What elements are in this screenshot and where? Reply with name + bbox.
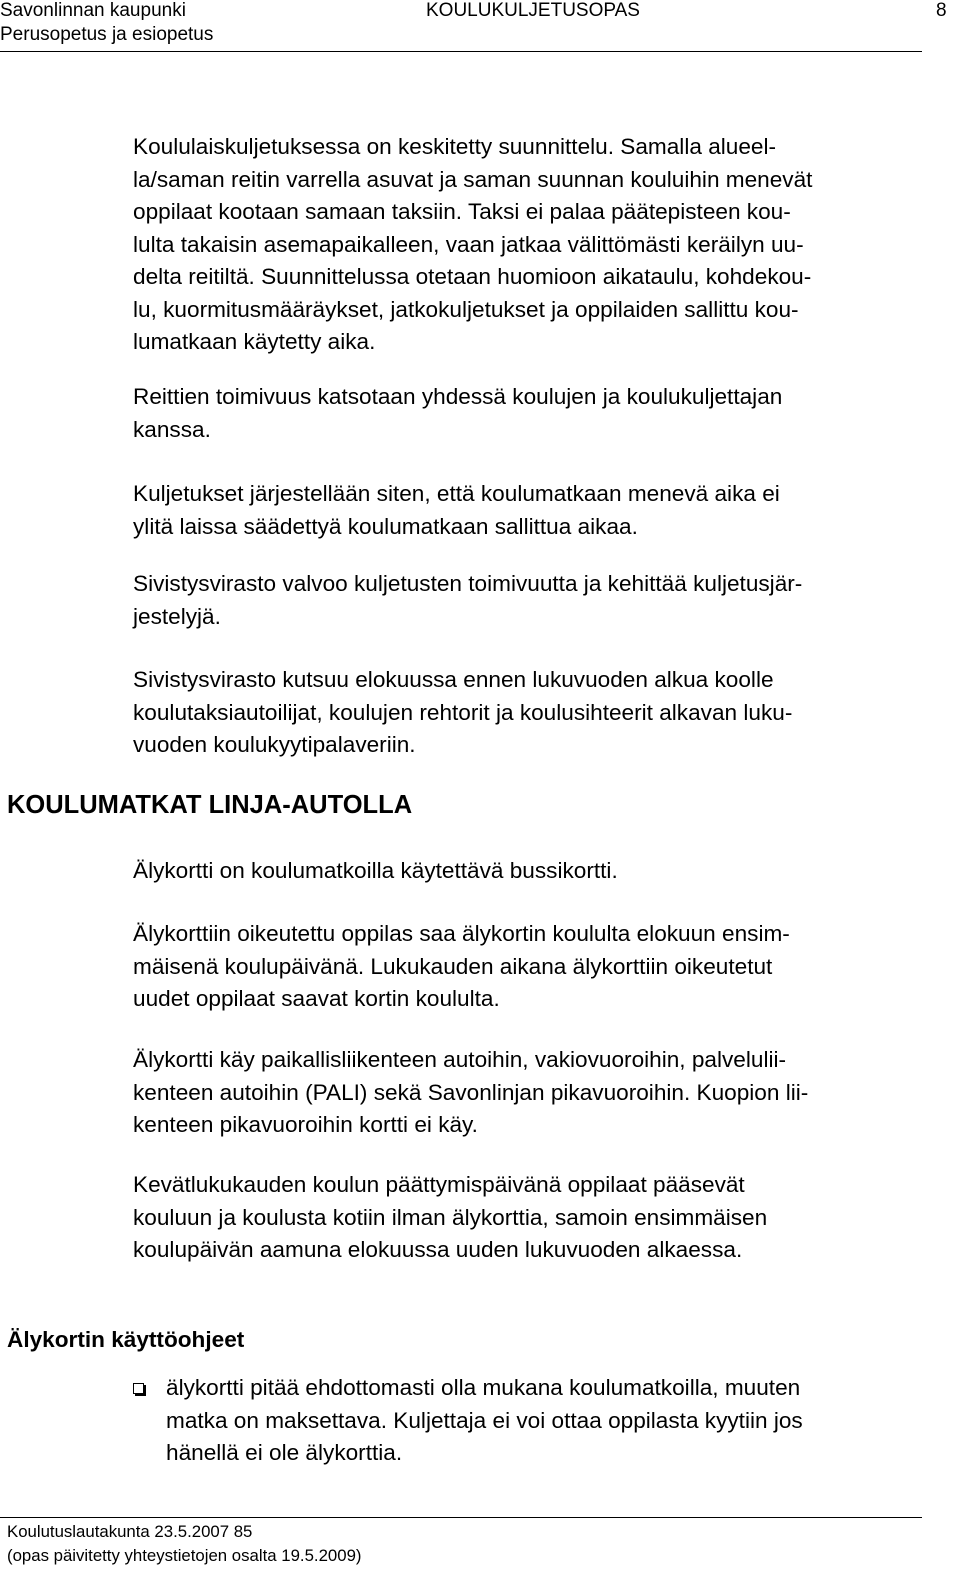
paragraph-last-day: Kevätlukukauden koulun päättymispäivänä oppilaat pääsevät kouluun ja koulusta kotiin ilman älykorttia, samoin ensimmäisen koulupäivän aamuna elokuussa uuden lukuvuoden alkaessa. [133, 1172, 768, 1262]
footer-update-note: (opas päivitetty yhteystietojen osalta 19.5.2009) [7, 1546, 362, 1565]
header-subtitle: Perusopetus ja esiopetus [0, 24, 214, 45]
paragraph-planning: Koululaiskuljetuksessa on keskitetty suunnittelu. Samalla alueel- la/saman reitin varrella asuvat ja saman suunnan kouluihin menevät oppilaat kootaan samaan taksiin. Taksi ei palaa päätepisteen kou- lulta takaisin asemapaikalleen, vaan jatkaa välittömästi keräilyn uu- delta reitiltä. Suunnittelussa otetaan huomioon aikataulu, kohdekou- lu, kuormitusmääräykset, jatkokuljetukset ja oppilaiden sallittu kou- lumatkaan käytetty aika. [133, 134, 813, 354]
header-rule [0, 51, 922, 52]
paragraph-meeting: Sivistysvirasto kutsuu elokuussa ennen lukuvuoden alkua koolle koulutaksiautoilijat, koulujen rehtorit ja koulusihteerit alkavan luku- vuoden koulukyytipalaveriin. [133, 667, 793, 757]
paragraph-smart-card: Älykortti on koulumatkoilla käytettävä bussikortti. [133, 858, 618, 883]
section-heading-bus: KOULUMATKAT LINJA-AUTOLLA [7, 791, 413, 819]
paragraph-travel-time: Kuljetukset järjestellään siten, että koulumatkaan menevä aika ei ylitä laissa säädettyä koulumatkaan sallittua aikaa. [133, 481, 780, 539]
checkbox-bullet-icon [133, 1383, 144, 1394]
header-municipality: Savonlinnan kaupunki [0, 0, 186, 21]
header-document-title: KOULUKULJETUSOPAS [426, 0, 640, 21]
paragraph-route-check: Reittien toimivuus katsotaan yhdessä koulujen ja koulukuljettajan kanssa. [133, 384, 783, 442]
bullet-item: älykortti pitää ehdottomasti olla mukana koulumatkoilla, muuten matka on maksettava. Kuljettaja ei voi ottaa oppilasta kyytiin jos hänellä ei ole älykorttia. [166, 1375, 803, 1465]
paragraph-card-eligibility: Älykorttiin oikeutettu oppilas saa älykortin koululta elokuun ensim- mäisenä koulupäivänä. Lukukauden aikana älykorttiin oikeutetut uudet oppilaat saavat kortin koululta. [133, 921, 790, 1011]
header-page-number: 8 [936, 0, 947, 21]
footer-board-decision: Koulutuslautakunta 23.5.2007 85 [7, 1522, 253, 1541]
section-heading-usage: Älykortin käyttöohjeet [7, 1327, 245, 1352]
paragraph-supervision: Sivistysvirasto valvoo kuljetusten toimivuutta ja kehittää kuljetusjär- jestelyjä. [133, 571, 803, 629]
footer-rule [0, 1517, 922, 1518]
paragraph-card-validity: Älykortti käy paikallisliikenteen autoihin, vakiovuoroihin, palvelulii- kenteen autoihin (PALI) sekä Savonlinjan pikavuoroihin. Kuopion lii- kenteen pikavuoroihin kortti ei käy. [133, 1047, 809, 1137]
